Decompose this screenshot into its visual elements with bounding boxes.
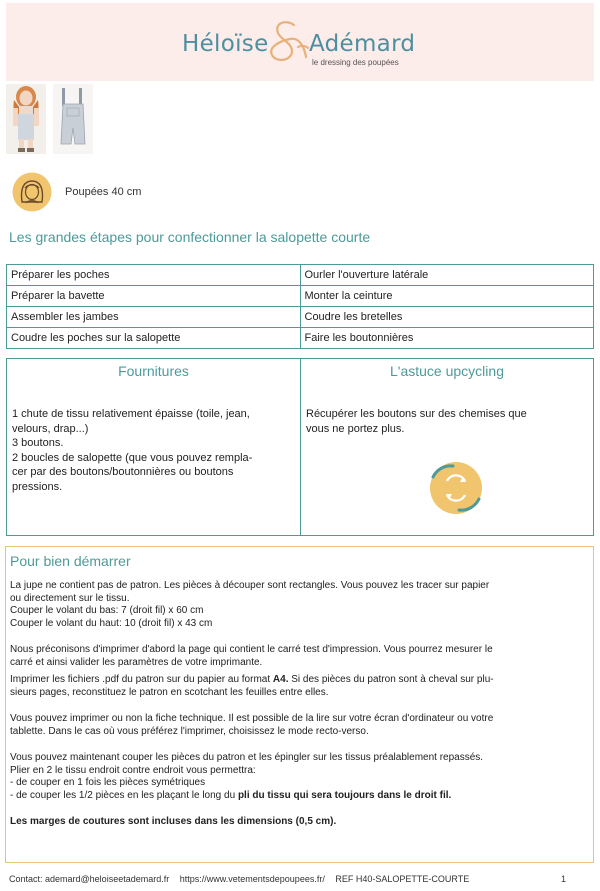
steps-heading: Les grandes étapes pour confectionner la salopette courte [9, 229, 371, 245]
getting-started-box [5, 546, 594, 863]
supplies-title: Fournitures [118, 363, 189, 379]
text-line [10, 674, 588, 687]
text-line: carré et ainsi valider les paramètres de votre imprimante. [10, 656, 263, 668]
doll-wearing-overalls-photo [6, 84, 46, 154]
step-cell: Coudre les poches sur la salopette [7, 328, 301, 349]
supplies-line: 3 boutons. [12, 437, 64, 449]
brand-tagline: le dressing des poupées [312, 58, 399, 67]
text-line: sieurs pages, reconstituez le patron en scotchant les feuilles entre elles. [10, 686, 329, 698]
reference-code: REF H40-SALOPETTE-COURTE [335, 874, 470, 884]
getting-started-body [10, 575, 588, 829]
recycle-hands-icon [427, 459, 485, 517]
brand-name-right: Adémard [309, 31, 416, 57]
supplies-line: velours, drap...) [12, 422, 89, 435]
supplies-box [6, 358, 301, 536]
overalls-garment-photo [53, 84, 93, 154]
step-cell: Préparer la bavette [7, 286, 301, 307]
table-row [7, 328, 594, 349]
text-line: Vous pouvez imprimer ou non la fiche technique. Il est possible de la lire sur votre écran d'ordinateur ou votre [10, 713, 494, 724]
brand-logo [182, 17, 432, 73]
page-footer [9, 874, 589, 884]
doll-size-label: Poupées 40 cm [65, 186, 142, 198]
text-line: - de couper en 1 fois les pièces symétriques [10, 777, 206, 788]
print-text-a: Imprimer les fichiers .pdf du patron sur du papier au format [10, 674, 273, 685]
website-link[interactable]: https://www.vetementsdepoupees.fr/ [179, 874, 325, 884]
table-row [7, 265, 594, 286]
tip-line: vous ne portez plus. [306, 422, 405, 435]
text-line: Couper le volant du haut: 10 (droit fil) x 43 cm [10, 617, 213, 629]
tip-line: Récupérer les boutons sur des chemises que [306, 408, 527, 420]
text-line: Nous préconisons d'imprimer d'abord la page qui contient le carré test d'impression. Vous pourrez mesurer le [10, 644, 493, 655]
upcycling-tip-title: L'astuce upcycling [390, 363, 504, 379]
step-cell: Monter la ceinture [300, 286, 594, 307]
text-line: Vous pouvez maintenant couper les pièces du patron et les épingler sur les tissus préalablement repassés. [10, 752, 484, 763]
step-cell: Faire les boutonnières [300, 328, 594, 349]
text-line: Couper le volant du bas: 7 (droit fil) x 60 cm [10, 605, 204, 616]
text-line [10, 790, 588, 803]
brand-name-left: Héloïse [182, 31, 269, 57]
page-number: 1 [561, 874, 567, 884]
table-row [7, 286, 594, 307]
supplies-line: cer par des boutons/boutonnières ou boutons [12, 466, 234, 478]
print-text-b: Si des pièces du patron sont à cheval sur plu- [288, 674, 494, 685]
step-cell: Ourler l'ouverture latérale [300, 265, 594, 286]
contact-email[interactable]: Contact: ademard@heloiseetademard.fr [9, 874, 170, 884]
text-line: La jupe ne contient pas de patron. Les pièces à découper sont rectangles. Vous pouvez les tracer sur papier [10, 580, 490, 591]
table-row [7, 307, 594, 328]
supplies-line: pressions. [12, 480, 63, 493]
supplies-line: 2 boucles de salopette (que vous pouvez rempla- [12, 451, 253, 464]
step-cell: Assembler les jambes [7, 307, 301, 328]
supplies-line: 1 chute de tissu relativement épaisse (toile, jean, [12, 408, 250, 420]
doll-face-icon [12, 172, 52, 212]
getting-started-title: Pour bien démarrer [10, 553, 131, 569]
steps-table [6, 264, 594, 349]
upcycling-tip-text [306, 407, 581, 436]
text-line: ou directement sur le tissu. [10, 592, 130, 604]
step-cell: Coudre les bretelles [300, 307, 594, 328]
fold-text-b: pli du tissu qui sera toujours dans le droit fil. [237, 789, 452, 801]
upcycling-tip-box [300, 358, 594, 536]
text-line: tablette. Dans le cas où vous préférez l'imprimer, choisissez le mode recto-verso. [10, 725, 369, 737]
seam-allowance-note: Les marges de coutures sont incluses dans les dimensions (0,5 cm). [10, 816, 337, 827]
fold-text-a: - de couper les 1/2 pièces en les plaçant le long du [10, 789, 238, 801]
step-cell: Préparer les poches [7, 265, 301, 286]
text-line: Plier en 2 le tissu endroit contre endroit vous permettra: [10, 764, 256, 776]
paper-format: A4. [272, 674, 289, 685]
ampersand-logo-icon [262, 17, 312, 69]
supplies-text [12, 407, 288, 494]
brand-header [6, 3, 594, 81]
